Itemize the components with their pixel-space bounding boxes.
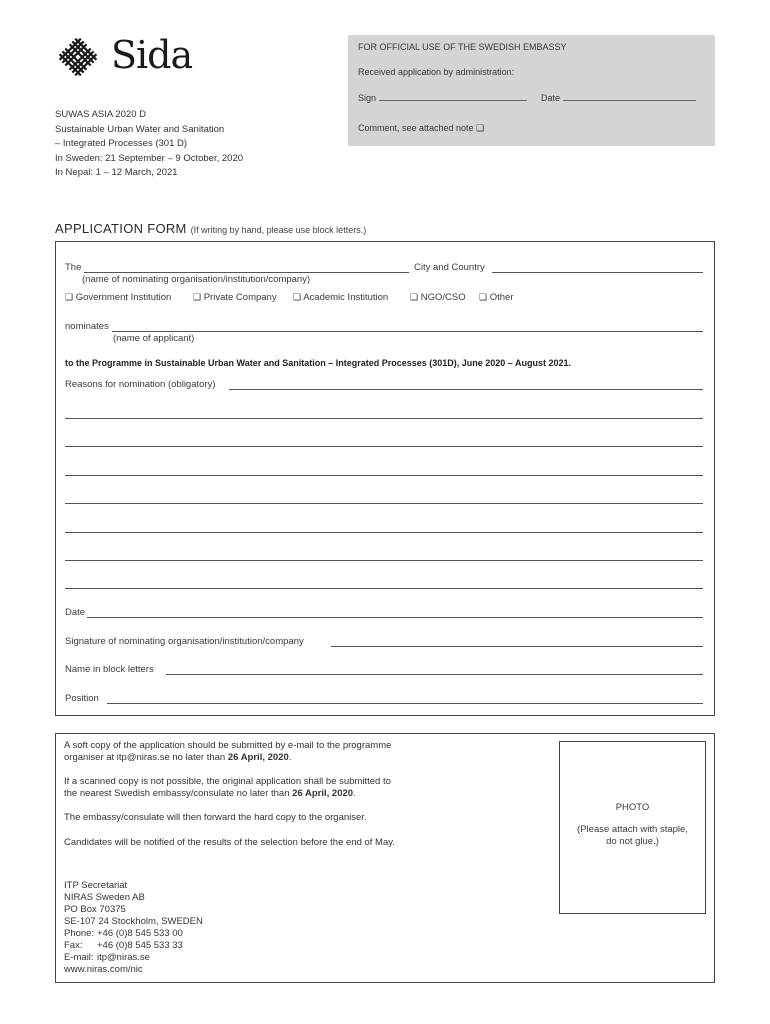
organisation-hint: (name of nominating organisation/institution/company)	[82, 274, 311, 285]
scanned-copy-instructions	[64, 776, 391, 800]
scanned-text: the nearest Swedish embassy/consulate no later than	[64, 788, 290, 799]
itp-address	[64, 880, 203, 976]
photo-box	[559, 741, 706, 914]
course-name-line2: – Integrated Processes (301 D)	[55, 138, 188, 150]
reasons-field-line[interactable]	[229, 389, 703, 390]
soft-copy-line1: A soft copy of the application should be submitted by e-mail to the programme	[64, 740, 392, 751]
reasons-field-line[interactable]	[65, 560, 703, 561]
course-info	[55, 108, 243, 181]
fax-row	[64, 940, 203, 952]
phone-value: +46 (0)8 545 533 00	[97, 928, 183, 939]
academic-checkbox[interactable]: ❑	[293, 293, 302, 303]
private-checkbox[interactable]: ❑	[193, 293, 202, 303]
position-field[interactable]	[107, 703, 703, 704]
soft-copy-line2: organiser at itp@niras.se no later than 26 April, 2020.	[64, 752, 292, 763]
scanned-line1: If a scanned copy is not possible, the original application shall be submitted to	[64, 776, 391, 787]
official-heading: FOR OFFICIAL USE OF THE SWEDISH EMBASSY	[358, 42, 567, 52]
soft-copy-deadline: 26 April, 2020	[227, 752, 289, 763]
signature-label: Signature of nominating organisation/institution/company	[65, 636, 304, 647]
date-label: Date	[65, 607, 86, 618]
reasons-field-line[interactable]	[65, 503, 703, 504]
reasons-field-line[interactable]	[65, 418, 703, 419]
official-sign-field[interactable]	[379, 91, 527, 101]
government-label: Government Institution	[75, 292, 172, 303]
forward-note: The embassy/consulate will then forward the hard copy to the organiser.	[64, 812, 367, 823]
official-received-label: Received application by administration:	[358, 67, 515, 77]
scanned-deadline: 26 April, 2020	[292, 788, 354, 799]
reasons-label: Reasons for nomination (obligatory)	[65, 379, 216, 390]
course-sweden-dates: In Sweden: 21 September – 9 October, 2020	[55, 152, 244, 164]
programme-statement: to the Programme in Sustainable Urban Water and Sanitation – Integrated Processes (301D), June 2020 – August 2021.	[65, 358, 571, 368]
fax-label: Fax:	[64, 940, 83, 951]
official-comment-checkbox[interactable]: ❑	[476, 124, 485, 134]
government-checkbox[interactable]: ❑	[65, 293, 74, 303]
official-use-box	[348, 35, 715, 146]
soft-copy-instructions	[64, 740, 391, 764]
nominates-label: nominates	[65, 321, 109, 332]
official-date-label: Date	[541, 93, 561, 103]
block-name-field[interactable]	[166, 674, 703, 675]
organisation-name-field[interactable]	[84, 272, 409, 273]
the-label: The	[65, 262, 82, 273]
signature-field[interactable]	[331, 646, 703, 647]
official-comment-row	[358, 123, 484, 134]
official-sign-row	[358, 91, 703, 103]
org-type-academic[interactable]	[293, 292, 388, 303]
photo-label: PHOTO	[615, 802, 650, 813]
form-title: APPLICATION FORM	[55, 221, 187, 236]
city-country-field[interactable]	[492, 272, 703, 273]
application-form-box	[55, 241, 715, 716]
city-country-label: City and Country	[414, 262, 485, 273]
block-name-label: Name in block letters	[65, 664, 154, 675]
private-label: Private Company	[203, 292, 277, 303]
address-line4: SE-107 24 Stockholm, SWEDEN	[64, 916, 203, 927]
logo-wordmark: Sida	[111, 33, 193, 77]
phone-label: Phone:	[64, 928, 95, 939]
ngo-checkbox[interactable]: ❑	[410, 293, 419, 303]
other-label: Other	[489, 292, 514, 303]
reasons-field-line[interactable]	[65, 532, 703, 533]
reasons-field-line[interactable]	[65, 588, 703, 589]
academic-label: Academic Institution	[303, 292, 389, 303]
org-type-ngo[interactable]	[410, 292, 466, 303]
other-checkbox[interactable]: ❑	[479, 293, 488, 303]
org-type-other[interactable]	[479, 292, 513, 303]
email-label: E-mail:	[64, 952, 94, 963]
applicant-name-field[interactable]	[112, 331, 703, 332]
form-title-note: (If writing by hand, please use block letters.)	[190, 225, 367, 235]
course-code: SUWAS ASIA 2020 D	[55, 109, 146, 120]
scanned-line2: the nearest Swedish embassy/consulate no later than 26 April, 2020.	[64, 788, 356, 799]
course-nepal-dates: In Nepal: 1 – 12 March, 2021	[55, 167, 178, 179]
address-line3: PO Box 70375	[64, 904, 126, 915]
org-type-government[interactable]	[65, 292, 171, 303]
applicant-hint: (name of applicant)	[113, 333, 195, 344]
application-form-title	[55, 221, 366, 236]
ngo-label: NGO/CSO	[420, 292, 466, 303]
website-link[interactable]: www.niras.com/nic	[64, 964, 143, 975]
reasons-field-line[interactable]	[65, 446, 703, 447]
phone-row	[64, 928, 203, 940]
reasons-field-line[interactable]	[65, 475, 703, 476]
address-line1: ITP Secretariat	[64, 880, 128, 891]
course-name-line1: Sustainable Urban Water and Sanitation	[55, 123, 225, 135]
email-value[interactable]: itp@niras.se	[97, 952, 150, 963]
position-label: Position	[65, 693, 99, 704]
official-comment-label: Comment, see attached note	[358, 123, 474, 133]
address-line2: NIRAS Sweden AB	[64, 892, 145, 903]
soft-copy-text: organiser at itp@niras.se no later than	[64, 752, 226, 763]
email-row	[64, 952, 203, 964]
photo-note-line2: do not glue.)	[606, 836, 659, 847]
fax-value: +46 (0)8 545 533 33	[97, 940, 183, 951]
official-date-field[interactable]	[563, 91, 696, 101]
official-sign-label: Sign	[358, 93, 377, 103]
notification-note: Candidates will be notified of the results of the selection before the end of May.	[64, 837, 395, 848]
photo-note-line1: (Please attach with staple,	[577, 823, 688, 835]
org-type-private[interactable]	[193, 292, 277, 303]
date-field[interactable]	[87, 617, 703, 618]
